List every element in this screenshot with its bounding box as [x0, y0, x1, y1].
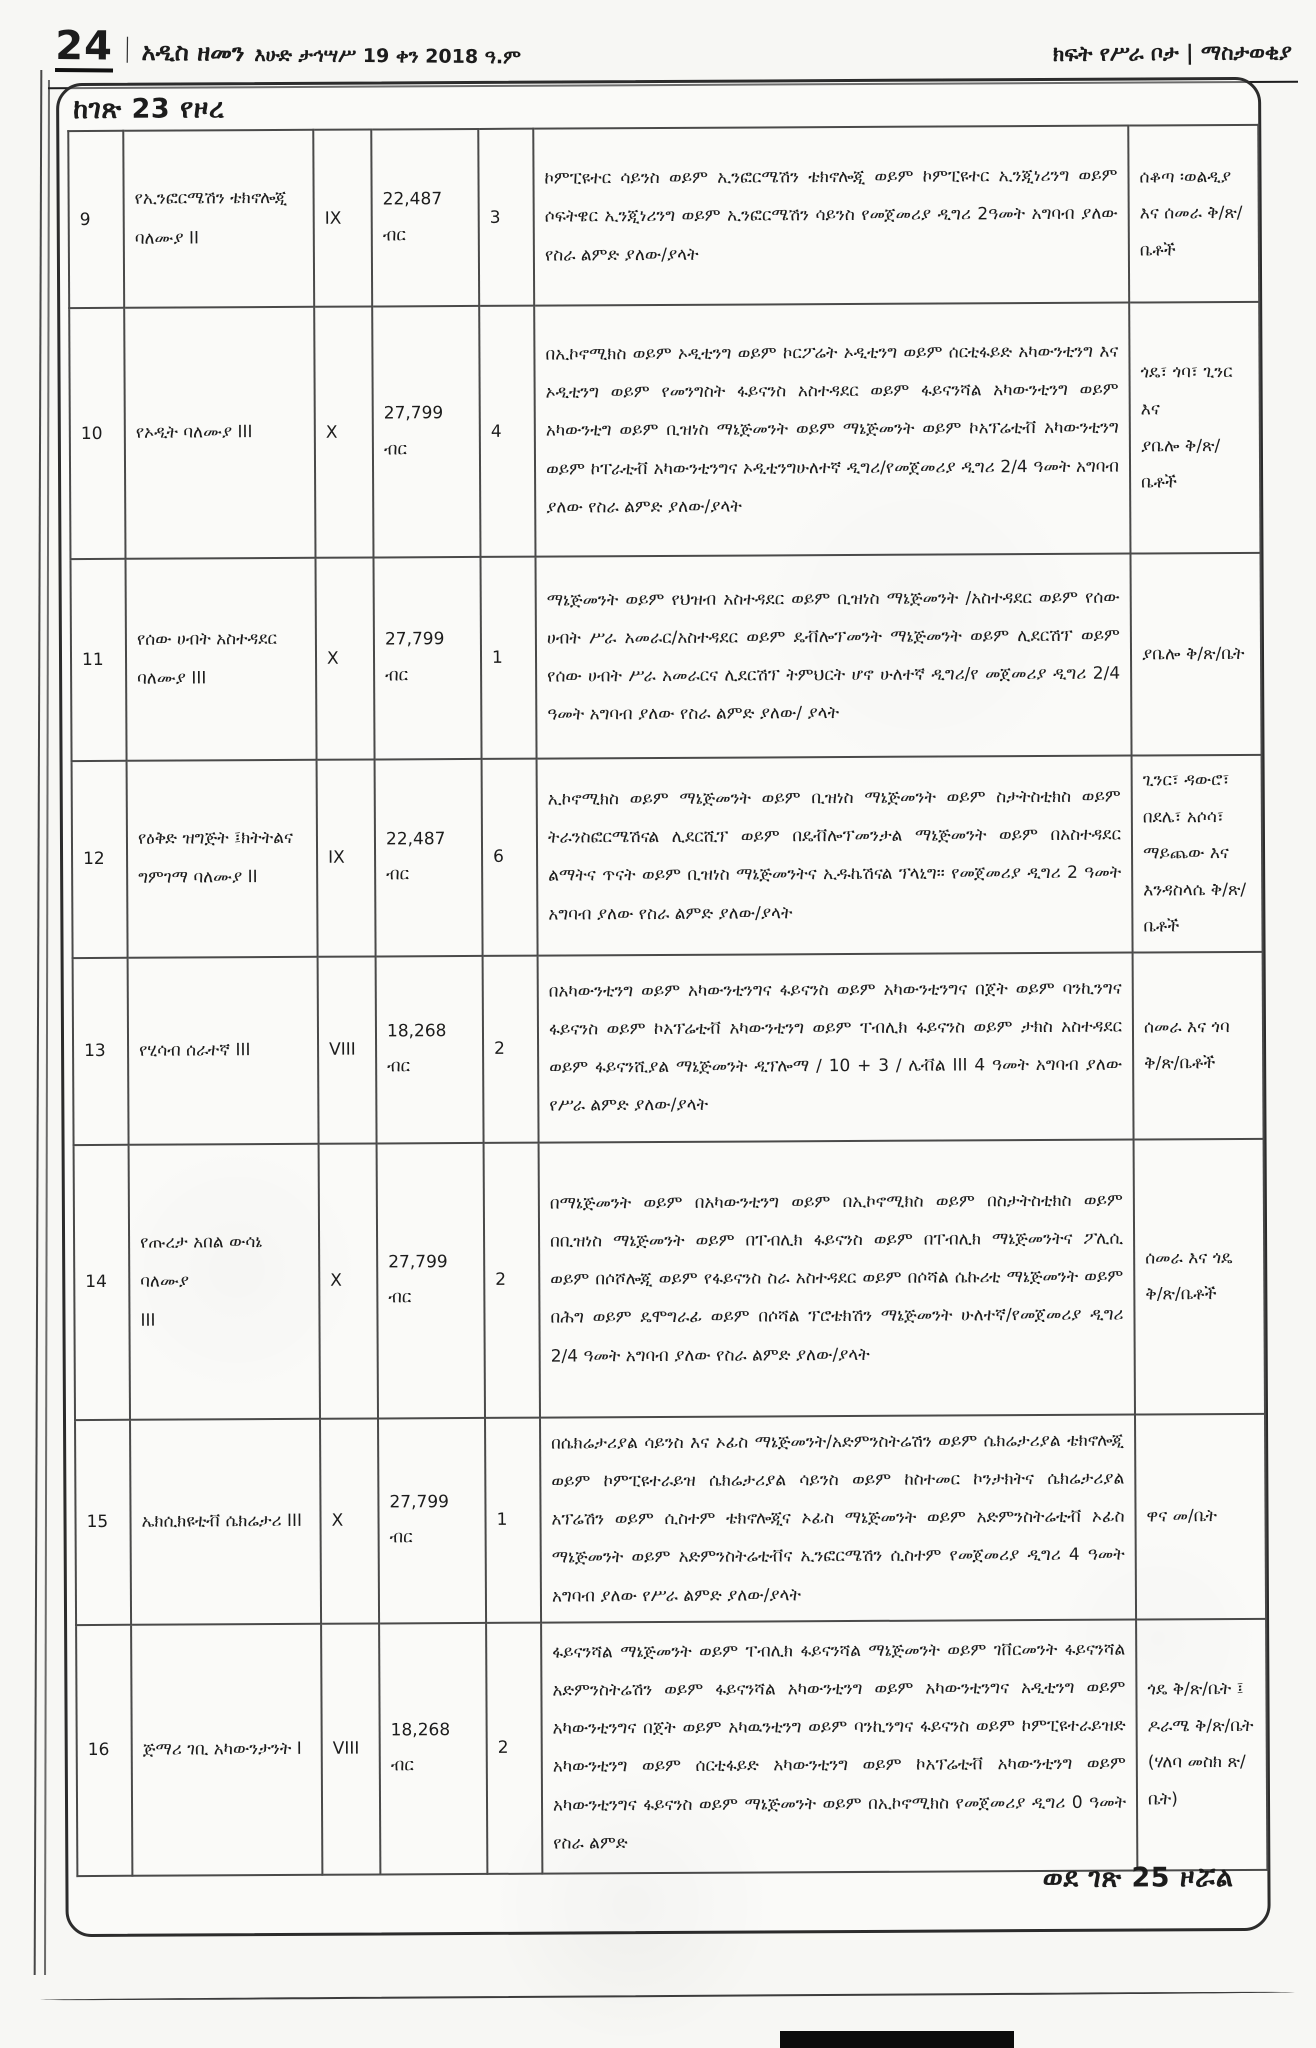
cell-requirements: ፋይናንሻል ማኔጅመንት ወይም ፐብሊክ ፋይናንሻል ማኔጅመንት ወይም ገቨርመንት ፋይናንሻል አድምንስትሬሽን ወይም ፋይናንሻል አካውንቲንግ ወይም አካውንቲንግና አዲቲንግ ወይም አካውንቲንግና በጀት ወይም አካዉንቲንግ ወይም ባንኪንግና ፋይናንስ ወይም ኮምፒዩተራይዝድ አካውንቲንግ ወይም ሰርቲፋይድ አካውንቲንግ ወይም ኮአፕሬቲቭ አካውንቲንግ ወይም አካውንቲንግና ፋይናንስ ወይም ማኔጅመንት ወይም በኢኮኖሚክስ የመጀመሪያ ዲግሪ 0 ዓመት የስራ ልምድ [541, 1620, 1137, 1874]
scan-edge-line [34, 70, 43, 1975]
cell-requirements: በአካውንቲንግ ወይም አካውንቲንግና ፋይናንስ ወይም አካውንቲንግና በጀት ወይም ባንኪንግና ፋይናንስ ወይም ኮአፕሬቲቭ አካውንቲንግ ወይም ፐብሊክ ፋይናንስ ወይም ታክስ አስተዳደር ወይም ፋይናንሺያል ማኔጅመንት ዲፕሎማ / 10 + 3 / ሌቭል III 4 ዓመት አግባብ ያለው የሥራ ልምድ ያለው/ያላት [538, 952, 1134, 1142]
cell-job-title: ኤክሲክዩቲቭ ሴክሬታሪ III [130, 1419, 321, 1625]
cell-openings: 1 [485, 1417, 541, 1623]
cell-openings: 6 [482, 759, 538, 956]
cell-requirements: በሴክሬታሪያል ሳይንስ እና ኦፊስ ማኔጅመንት/አድምንስትሬሽን ወይም ሴክሬታሪያል ቴክኖሎጂ ወይም ኮምፒዩተራይዝ ሴክሬታሪያል ሳይንስ ወይም ከስተመር ኮንታክትና ሴክሬታሪያል አፕሬሽን ወይም ሲስተም ቴክኖሎጂና ኦፊስ ማኔጅመንት ወይም አድምንስትሬቲቭ ኦፊስ ማኔጅመንት ወይም አድምንስትሬቲቭና ኢንፎርሜሽን ሲስተም የመጀመሪያ ዲግሪ 4 ዓመት አግባብ ያለው የሥራ ልምድ ያለው/ያላት [540, 1414, 1136, 1622]
table-row [73, 952, 1264, 1145]
vacancy-table [67, 124, 1268, 1877]
cell-number: 16 [76, 1625, 132, 1876]
cell-openings: 2 [483, 955, 539, 1142]
cell-number: 10 [69, 308, 125, 559]
bottom-ink-bar [780, 2031, 1014, 2048]
table-row [74, 1139, 1265, 1420]
section-label: ክፍት የሥራ ቦታ | ማስታወቂያ [1053, 39, 1293, 67]
cell-number: 12 [72, 761, 128, 958]
cell-grade: X [319, 1143, 378, 1418]
cell-grade: VIII [321, 1623, 380, 1874]
cell-salary: 18,268 ብር [376, 956, 484, 1144]
cell-requirements: በኢኮኖሚክስ ወይም ኦዲቲንግ ወይም ኮርፖሬት ኦዲቲንግ ወይም ሰርቲፋይድ አካውንቲንግ እና ኦዲቲንግ ወይም የመንግስት ፋይናንስ አስተዳደር ወይም ፋይናንሻል አካውንቲንግ ወይም አካውንቲግ ወይም ቢዝነስ ማኔጅመንት ወይም ማኔጅመንት ወይም ኮአፕሬቲቭ አካውንቲንግ ወይም ኮፐራቲቭ አካውንቲንግና ኦዲቲንግሁለተኛ ዲግሪ/የመጀመሪያ ዲግሪ 2/4 ዓመት አግባብ ያለው የስራ ልምድ ያለው/ያላት [534, 303, 1130, 557]
cell-job-title: የሰው ሀብት አስተዳደር ባለሙያ III [125, 558, 316, 761]
masthead-divider: | [122, 33, 132, 64]
cell-duty-station: ጊንር፣ ዳውሮ፣ በደሌ፣ አሶሳ፣ ማይጨው እና እንዳስላሴ ቅ/ጽ/ ቤቶች [1132, 755, 1263, 952]
cell-openings: 4 [479, 306, 535, 557]
cell-job-title: የኦዲት ባለሙያ III [124, 307, 315, 559]
cell-job-title: የዕቅድ ዝግጅት ፤ክትትልና ግምገማ ባለሙያ II [127, 760, 318, 958]
masthead-left [55, 23, 522, 76]
vacancy-table-container [56, 77, 1271, 1937]
cell-requirements: ኮምፒዩተር ሳይንስ ወይም ኢንፎርሜሽን ቴክኖሎጂ ወይም ኮምፒዩተር ኢንጂነሪንግ ወይም ሶፍትዌር ኢንጂነሪንግ ወይም ኢንፎርሜሽን ሳይንስ የመጀመሪያ ዲግሪ 2ዓመት አግባብ ያለው የስራ ልምድ ያለው/ያላት [533, 126, 1129, 306]
cell-requirements: ማኔጅመንት ወይም የህዝብ አስተዳደር ወይም ቢዝነስ ማኔጅመንት /አስተዳደር ወይም የሰው ሀብት ሥራ አመራር/አስተዳደር ወይም ዴቭሎፕመንት ማኔጅመንት ወይም ሊደርሽፕ ወይም የሰው ሀብት ሥራ አመራርና ሊደርሽፕ ትምህርት ሆኖ ሁለተኛ ዲግሪ/የ መጀመሪያ ዲግሪ 2/4 ዓመት አግባብ ያለው የስራ ልምድ ያለው/ ያላት [535, 554, 1131, 759]
continued-from-label: ከገጽ 23 የዞረ [73, 93, 225, 126]
page-header [55, 23, 1293, 72]
cell-salary: 22,487 ብር [371, 129, 479, 307]
cell-number: 14 [74, 1145, 130, 1420]
cell-number: 11 [71, 559, 127, 761]
paper-name: አዲስ ዘመን [141, 37, 245, 67]
cell-number: 9 [68, 131, 124, 308]
cell-salary: 22,487 ብር [375, 759, 483, 956]
cell-grade: X [320, 1418, 379, 1624]
cell-requirements: በማኔጅመንት ወይም በአካውንቲንግ ወይም በኢኮኖሚክስ ወይም በስታትስቲክስ ወይም በቢዝነስ ማኔጅመንት ወይም በፐብሊክ ፋይናንስ ወይም በፐብሊክ ማኔጅመንትና ፖሊሲ ወይም በሶሾሎጂ ወይም የፋይናንስ ስራ አስተዳደር ወይም በሶሻል ሴኩሪቲ ማኔጅመንት ወይም በሕግ ወይም ዴሞግራፊ ወይም በሶሻል ፕሮቴክሽን ማኔጅመንት ሁለተኛ/የመጀመሪያ ዲግሪ 2/4 ዓመት አግባብ ያለው የስራ ልምድ ያለው/ያላት [539, 1139, 1135, 1417]
cell-duty-station: ዋና መ/ቤት [1135, 1414, 1266, 1620]
table-row [76, 1619, 1267, 1876]
cell-grade: X [315, 557, 374, 759]
cell-openings: 1 [480, 557, 536, 759]
cell-openings: 2 [484, 1142, 540, 1417]
cell-job-title: የሂሳብ ሰራተኛ III [128, 957, 319, 1145]
cell-duty-station: ሰቆጣ ፡ወልዲያ እና ሰመራ ቅ/ጽ/ ቤቶች [1128, 125, 1259, 303]
cell-job-title: ጅማሪ ገቢ አካውንታንት I [131, 1624, 322, 1876]
scan-edge-line [44, 80, 50, 1975]
cell-salary: 27,799 ብር [378, 1418, 486, 1624]
table-row [69, 302, 1260, 559]
cell-salary: 27,799 ብር [373, 557, 481, 760]
scan-bottom-line [40, 1991, 1295, 2001]
cell-salary: 18,268 ብር [379, 1623, 487, 1875]
cell-grade: IX [317, 759, 376, 956]
cell-duty-station: ያቤሎ ቅ/ጽ/ቤት [1130, 553, 1261, 756]
issue-date: እሁድ ታኅሣሥ 19 ቀን 2018 ዓ.ም [254, 43, 522, 69]
cell-duty-station: ሰመራ እና ጎዴ ቅ/ጽ/ቤቶች [1134, 1139, 1265, 1415]
continued-to-label: ወደ ገጽ 25 ዞሯል [1042, 1862, 1234, 1895]
cell-openings: 2 [486, 1623, 542, 1874]
cell-duty-station: ጎዴ ቅ/ጽ/ቤት ፤ ዶራሜ ቅ/ጽ/ቤት (ሃለባ መስክ ጽ/ ቤት) [1136, 1619, 1267, 1871]
cell-salary: 27,799 ብር [377, 1143, 485, 1419]
cell-grade: IX [313, 130, 372, 307]
cell-number: 13 [73, 958, 129, 1145]
table-row [75, 1414, 1266, 1625]
cell-requirements: ኢኮኖሚክስ ወይም ማኔጅመንት ወይም ቢዝነስ ማኔጅመንት ወይም ስታትስቲክስ ወይም ትራንስፎርሜሽናል ሊደርሺፕ ወይም በዴቭሎፕመንታል ማኔጅመንት ወይም በአስተዳደር ልማትና ጥናት ወይም ቢዝነስ ማኔጅመንትና ኢዱኬሽናል ፕላኒግ፡፡ የመጀመሪያ ዲግሪ 2 ዓመት አግባብ ያለው የስራ ልምድ ያለው/ያላት [537, 756, 1133, 956]
cell-duty-station: ጎዴ፣ ጎባ፣ ጊንር እና ያቤሎ ቅ/ጽ/ቤቶች [1129, 302, 1260, 554]
table-row [68, 125, 1259, 308]
cell-grade: VIII [318, 956, 377, 1143]
table-row [71, 553, 1262, 761]
cell-duty-station: ሰመራ እና ጎባ ቅ/ጽ/ቤቶች [1133, 952, 1264, 1140]
cell-grade: X [314, 307, 373, 558]
cell-openings: 3 [478, 129, 534, 306]
cell-job-title: የጡረታ አበል ውሳኔ ባለሙያ III [129, 1144, 320, 1420]
cell-number: 15 [75, 1420, 131, 1626]
cell-job-title: የኢንፎርሜሽን ቴክኖሎጂ ባለሙያ II [123, 130, 314, 308]
table-row [72, 755, 1263, 958]
cell-salary: 27,799 ብር [372, 306, 480, 558]
page-number: 24 [55, 26, 113, 73]
